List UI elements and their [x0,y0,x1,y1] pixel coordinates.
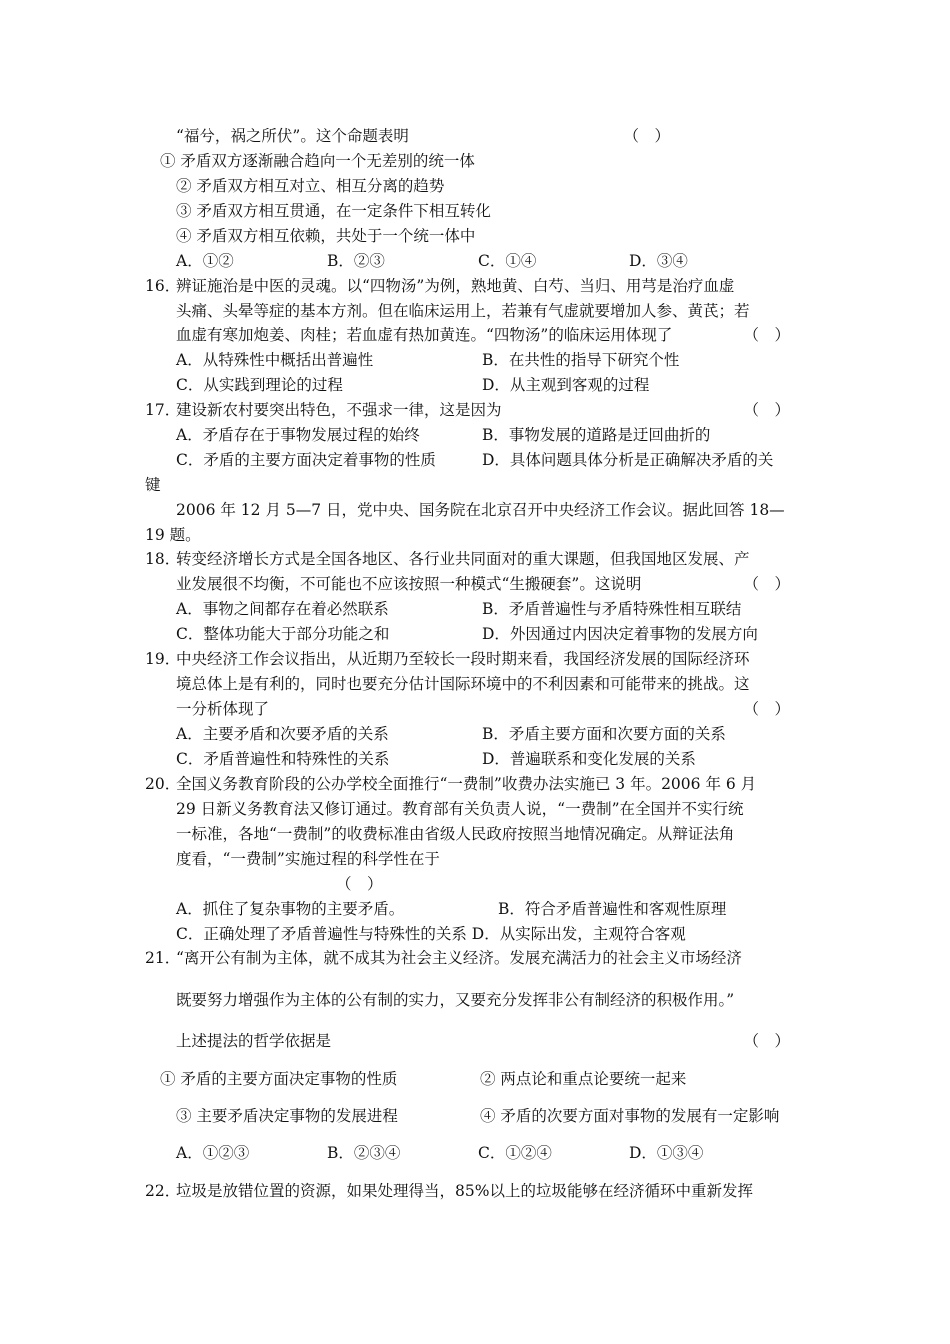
option-c: C．矛盾的主要方面决定着事物的性质 [176,451,436,469]
answer-paren: （ ） [336,875,383,893]
option-c: C．①②④ [478,1144,552,1162]
statement-2: ② 两点论和重点论要统一起来 [480,1070,687,1088]
q21-statements-row-1 [160,1067,810,1091]
q15-statement-2: ② 矛盾双方相互对立、相互分离的趋势 [176,177,445,195]
option-d: D．外因通过内因决定着事物的发展方向 [482,625,758,643]
q19-line-1: 中央经济工作会议指出，从近期乃至较长一段时期来看，我国经济发展的国际经济环 [176,650,750,668]
q17-wrap: 键 [145,476,161,494]
q16-line-3: 血虚有寒加炮姜、肉桂；若血虚有热加黄连。“四物汤”的临床运用体现了 （ ） [176,323,790,347]
q19-line-3: 一分析体现了 （ ） [176,697,790,721]
option-b: B．事物发展的道路是迂回曲折的 [482,426,711,444]
q18-options-row-1 [176,597,796,621]
q16-options-row-2 [176,373,796,397]
statement-4: ④ 矛盾的次要方面对事物的发展有一定影响 [480,1107,780,1125]
answer-paren: （ ） [743,326,790,344]
option-c: C．整体功能大于部分功能之和 [176,625,390,643]
option-b: B．符合矛盾普遍性和客观性原理 [498,900,727,918]
option-c: C．矛盾普遍性和特殊性的关系 [176,750,390,768]
q17-options-row-1 [176,423,796,447]
option-b: B．矛盾主要方面和次要方面的关系 [482,725,726,743]
option-a: A．矛盾存在于事物发展过程的始终 [176,426,420,444]
option-c: C．①④ [478,252,537,270]
q15-statement-1: ① 矛盾双方逐渐融合趋向一个无差别的统一体 [160,152,475,170]
q16-line-2: 头痛、头晕等症的基本方剂。但在临床运用上，若兼有气虚就要增加人参、黄芪；若 [176,302,750,320]
q20-options-row-1 [176,897,796,921]
option-b: B．②③ [327,252,385,270]
option-b: B．在共性的指导下研究个性 [482,351,680,369]
q20-line-4: 度看，“一费制”实施过程的科学性在于 [176,850,440,868]
option-a: A．主要矛盾和次要矛盾的关系 [176,725,389,743]
question-number: 21． [145,949,181,967]
q22-line-1: 垃圾是放错位置的资源，如果处理得当，85%以上的垃圾能够在经济循环中重新发挥 [176,1182,753,1200]
option-d: D．从主观到客观的过程 [482,376,650,394]
q15-statement-3: ③ 矛盾双方相互贯通，在一定条件下相互转化 [176,202,491,220]
q20-line-3: 一标准，各地“一费制”的收费标准由省级人民政府按照当地情况确定。从辩证法角 [176,825,735,843]
q20-line-1: 全国义务教育阶段的公办学校全面推行“一费制”收费办法实施已 3 年。2006 年 6 月 [176,775,757,793]
option-a: A．从特殊性中概括出普遍性 [176,351,374,369]
option-d: D．③④ [629,252,688,270]
q21-line-3: 上述提法的哲学依据是 （ ） [176,1029,790,1053]
question-number: 17． [145,401,181,419]
answer-paren: （ ） [743,700,790,718]
q21-statements-row-2 [176,1104,816,1128]
answer-paren: （ ） [743,401,790,419]
option-a: A．①②③ [176,1144,250,1162]
answer-paren: （ ） [743,1032,790,1050]
option-a: A．①② [176,252,234,270]
option-a: A．抓住了复杂事物的主要矛盾。 [176,900,405,918]
question-number: 19． [145,650,181,668]
q19-options-row-2 [176,747,796,771]
q16-line-1: 辨证施治是中医的灵魂。以“四物汤”为例，熟地黄、白芍、当归、用芎是治疗血虚 [176,277,735,295]
question-number: 20． [145,775,181,793]
option-b: B．矛盾普遍性与矛盾特殊性相互联结 [482,600,742,618]
option-a: A．事物之间都存在着必然联系 [176,600,389,618]
question-number: 18． [145,550,181,568]
q17-stem: 建设新农村要突出特色，不强求一律，这是因为 （ ） [176,398,790,422]
option-d: D．普遍联系和变化发展的关系 [482,750,696,768]
q19-line-2: 境总体上是有利的，同时也要充分估计国际环境中的不利因素和可能带来的挑战。这 [176,675,750,693]
q15-statement-4: ④ 矛盾双方相互依赖，共处于一个统一体中 [176,227,476,245]
option-b: B．②③④ [327,1144,401,1162]
answer-paren: （ ） [623,127,670,145]
option-d: D．①③④ [629,1144,704,1162]
q19-options-row-1 [176,722,796,746]
q15-stem: “福兮，祸之所伏”。这个命题表明 （ ） [176,124,670,148]
option-d: D．具体问题具体分析是正确解决矛盾的关 [482,451,774,469]
q16-options-row-1 [176,348,796,372]
q18-options-row-2 [176,622,796,646]
question-number: 22． [145,1182,181,1200]
q20-options-row-2: C．正确处理了矛盾普遍性与特殊性的关系 D．从实际出发，主观符合客观 [176,925,686,943]
material-line-1: 2006 年 12 月 5—7 日，党中央、国务院在北京召开中央经济工作会议。据此回答 18— [176,501,785,519]
answer-paren: （ ） [743,575,790,593]
q18-line-2: 业发展很不均衡，不可能也不应该按照一种模式“生搬硬套”。这说明 （ ） [176,572,790,596]
option-c: C．从实践到理论的过程 [176,376,343,394]
statement-1: ① 矛盾的主要方面决定事物的性质 [160,1070,398,1088]
q21-line-2: 既要努力增强作为主体的公有制的实力，又要充分发挥非公有制经济的积极作用。” [176,991,735,1009]
question-number: 16． [145,277,181,295]
q21-line-1: “离开公有制为主体，就不成其为社会主义经济。发展充满活力的社会主义市场经济 [176,949,742,967]
q20-line-2: 29 日新义务教育法又修订通过。教育部有关负责人说，“一费制”在全国并不实行统 [176,800,744,818]
q18-line-1: 转变经济增长方式是全国各地区、各行业共同面对的重大课题，但我国地区发展、产 [176,550,750,568]
q17-options-row-2 [176,448,816,472]
material-line-2: 19 题。 [145,526,201,544]
statement-3: ③ 主要矛盾决定事物的发展进程 [176,1107,398,1125]
